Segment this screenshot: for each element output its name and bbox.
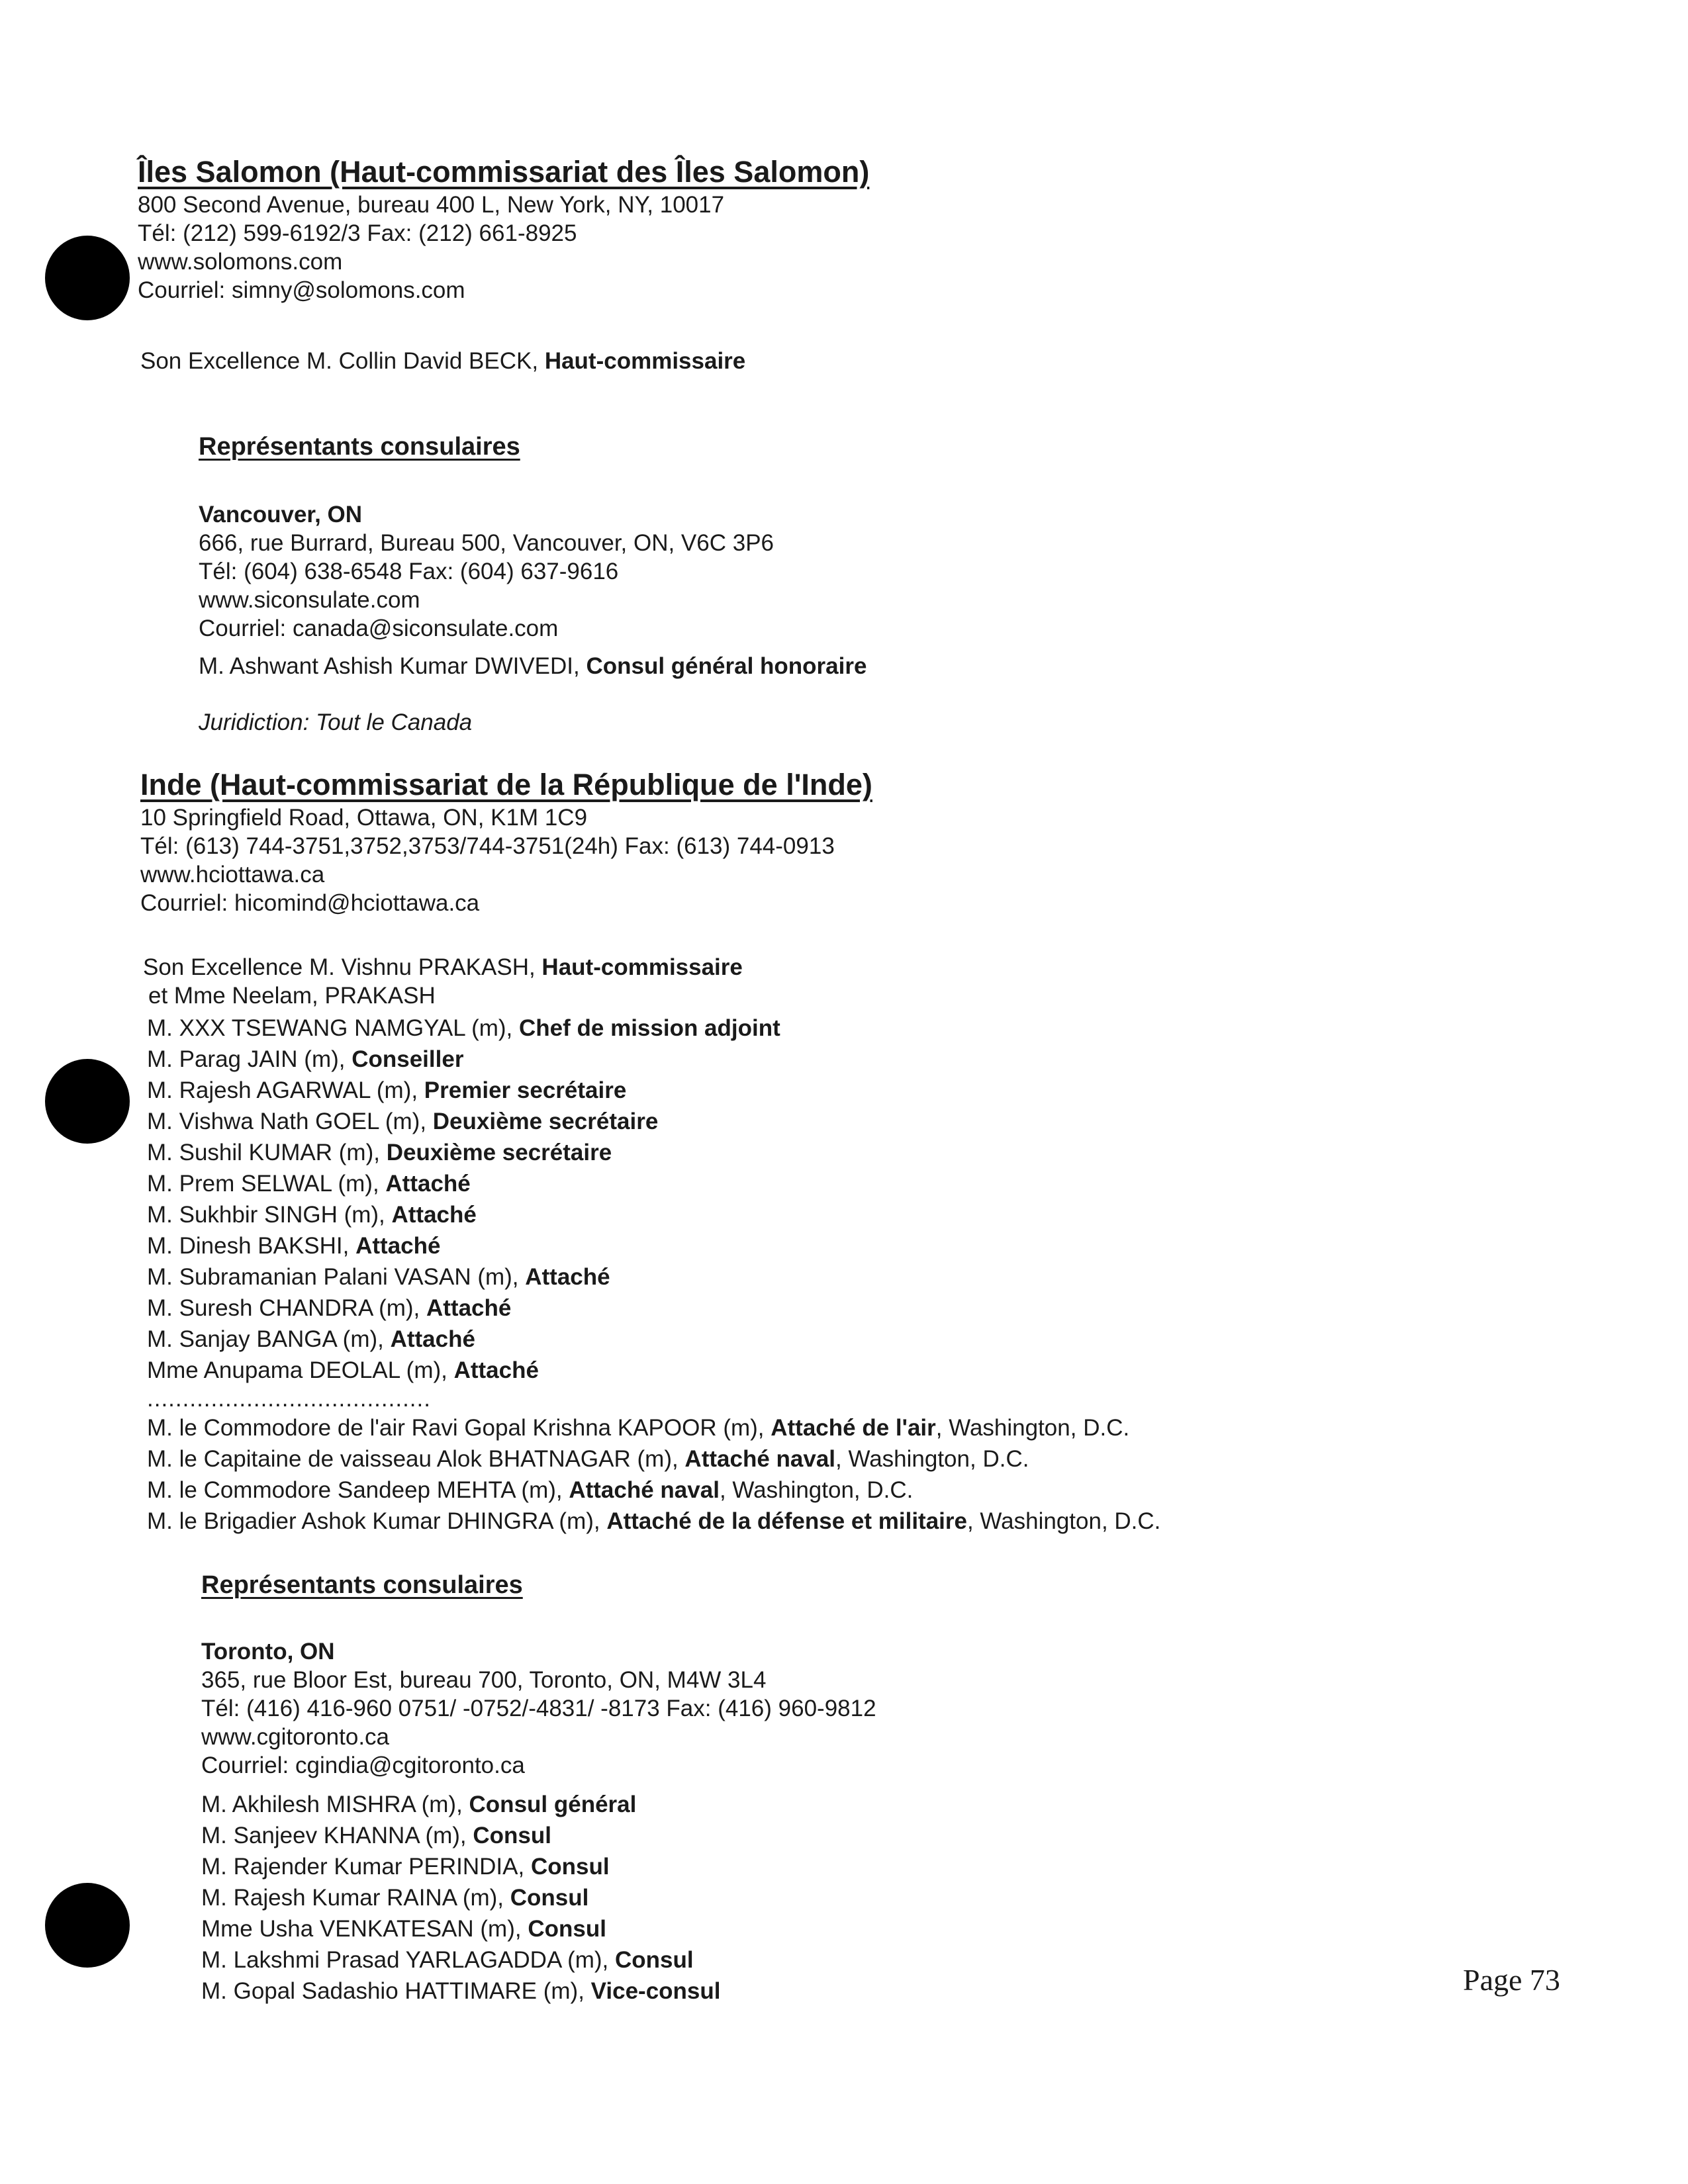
staff-row: [147, 1355, 1160, 1386]
page-number: Page 73: [1463, 1963, 1560, 1997]
staff-row: [147, 1168, 1160, 1199]
staff-row: [147, 1293, 1160, 1324]
staff-title: Deuxième secrétaire: [386, 1140, 612, 1165]
staff-row: [147, 1137, 1160, 1168]
section-solomon-islands: [138, 154, 869, 304]
staff-row: [147, 1013, 1160, 1044]
official-name: M. Ashwant Ashish Kumar DWIVEDI,: [199, 653, 586, 679]
head-of-mission: [140, 347, 745, 375]
military-row: [147, 1506, 1160, 1537]
head-title: Haut-commissaire: [544, 348, 746, 374]
staff-title: Attaché: [385, 1171, 471, 1197]
staff-title: Attaché: [453, 1357, 539, 1383]
consular-heading: Représentants consulaires: [201, 1571, 523, 1599]
official-name: M. Rajender Kumar PERINDIA,: [201, 1854, 531, 1880]
official-name: M. Gopal Sadashio HATTIMARE (m),: [201, 1978, 591, 2004]
website: www.hciottawa.ca: [140, 862, 325, 887]
staff-name: M. Dinesh BAKSHI,: [147, 1233, 356, 1259]
staff-name: M. Sushil KUMAR (m),: [147, 1140, 387, 1165]
website: www.solomons.com: [138, 249, 343, 275]
staff-row: [147, 1324, 1160, 1355]
address: 10 Springfield Road, Ottawa, ON, K1M 1C9: [140, 805, 588, 831]
official-name: M. Sanjeev KHANNA (m),: [201, 1823, 473, 1848]
consulate-vancouver: [199, 500, 867, 737]
staff-name: M. XXX TSEWANG NAMGYAL (m),: [147, 1015, 519, 1041]
staff-name: M. Prem SELWAL (m),: [147, 1171, 386, 1197]
military-name: M. le Commodore de l'air Ravi Gopal Krishna KAPOOR (m),: [147, 1415, 771, 1441]
military-row: [147, 1412, 1160, 1443]
military-location: , Washington, D.C.: [719, 1477, 914, 1503]
staff-list: [147, 1013, 1160, 1537]
consulate-official: [199, 652, 867, 680]
military-title: Attaché naval: [684, 1446, 836, 1472]
military-row: [147, 1475, 1160, 1506]
head-name: Son Excellence M. Collin David BECK,: [140, 348, 545, 374]
official-title: Consul général honoraire: [586, 653, 867, 679]
official-name: M. Akhilesh MISHRA (m),: [201, 1792, 469, 1817]
military-title: Attaché naval: [569, 1477, 720, 1503]
official-row: [201, 1820, 876, 1851]
official-row: [201, 1913, 876, 1944]
phone-fax: Tél: (613) 744-3751,3752,3753/744-3751(24h) Fax: (613) 744-0913: [140, 833, 835, 859]
email: Courriel: hicomind@hciottawa.ca: [140, 890, 480, 916]
consulate-website: www.cgitoronto.ca: [201, 1724, 390, 1750]
consulate-phone-fax: Tél: (416) 416-960 0751/ -0752/-4831/ -8173 Fax: (416) 960-9812: [201, 1696, 876, 1721]
military-row: [147, 1443, 1160, 1475]
staff-row: [147, 1044, 1160, 1075]
staff-name: M. Sukhbir SINGH (m),: [147, 1202, 392, 1228]
official-title: Vice-consul: [590, 1978, 721, 2004]
head-of-mission: [143, 953, 743, 981]
consulate-city: Vancouver, ON: [199, 502, 363, 527]
official-name: M. Rajesh Kumar RAINA (m),: [201, 1885, 510, 1911]
separator: ........................................: [147, 1386, 431, 1412]
official-row: [201, 1789, 876, 1820]
consulate-website: www.siconsulate.com: [199, 587, 420, 613]
consulate-city: Toronto, ON: [201, 1639, 335, 1664]
india-head-of-mission: [143, 953, 743, 1010]
military-name: M. le Brigadier Ashok Kumar DHINGRA (m),: [147, 1508, 607, 1534]
official-title: Consul: [528, 1916, 606, 1942]
staff-name: M. Suresh CHANDRA (m),: [147, 1295, 426, 1321]
consulate-toronto: [201, 1637, 876, 2007]
military-title: Attaché de l'air: [771, 1415, 936, 1441]
section-india: [140, 766, 872, 917]
official-name: Mme Usha VENKATESAN (m),: [201, 1916, 528, 1942]
staff-name: Mme Anupama DEOLAL (m),: [147, 1357, 454, 1383]
official-title: Consul: [473, 1823, 551, 1848]
staff-row: [147, 1075, 1160, 1106]
consulate-email: Courriel: canada@siconsulate.com: [199, 615, 559, 641]
punch-hole-bottom: [45, 1883, 130, 1968]
official-title: Consul: [530, 1854, 610, 1880]
military-location: , Washington, D.C.: [835, 1446, 1029, 1472]
punch-hole-top: [45, 236, 130, 320]
military-name: M. le Capitaine de vaisseau Alok BHATNAGAR (m),: [147, 1446, 685, 1472]
staff-title: Attaché: [426, 1295, 512, 1321]
staff-title: Chef de mission adjoint: [519, 1015, 780, 1041]
staff-title: Attaché: [390, 1326, 475, 1352]
consulate-address: 666, rue Burrard, Bureau 500, Vancouver, ON, V6C 3P6: [199, 530, 774, 556]
official-row: [201, 1976, 876, 2007]
official-row: [201, 1882, 876, 1913]
official-title: Consul: [510, 1885, 589, 1911]
staff-name: M. Sanjay BANGA (m),: [147, 1326, 391, 1352]
staff-name: M. Parag JAIN (m),: [147, 1046, 352, 1072]
staff-title: Attaché: [391, 1202, 477, 1228]
section-title: Îles Salomon (Haut-commissariat des Îles Salomon): [138, 155, 870, 189]
staff-name: M. Subramanian Palani VASAN (m),: [147, 1264, 526, 1290]
spouse: et Mme Neelam, PRAKASH: [148, 983, 436, 1009]
consulate-phone-fax: Tél: (604) 638-6548 Fax: (604) 637-9616: [199, 559, 619, 584]
email: Courriel: simny@solomons.com: [138, 277, 465, 303]
section-title: Inde (Haut-commissariat de la République de l'Inde): [140, 768, 872, 801]
official-row: [201, 1944, 876, 1976]
staff-name: M. Vishwa Nath GOEL (m),: [147, 1109, 433, 1134]
staff-row: [147, 1199, 1160, 1230]
consular-heading: Représentants consulaires: [199, 433, 520, 461]
staff-title: Attaché: [355, 1233, 441, 1259]
military-title: Attaché de la défense et militaire: [606, 1508, 967, 1534]
official-title: Consul: [615, 1947, 694, 1973]
staff-name: M. Rajesh AGARWAL (m),: [147, 1077, 424, 1103]
staff-title: Conseiller: [352, 1046, 464, 1072]
military-location: , Washington, D.C.: [966, 1508, 1161, 1534]
head-name: Son Excellence M. Vishnu PRAKASH,: [143, 954, 542, 980]
punch-hole-middle: [45, 1059, 130, 1144]
staff-title: Attaché: [525, 1264, 610, 1290]
consulate-email: Courriel: cgindia@cgitoronto.ca: [201, 1752, 525, 1778]
head-title: Haut-commissaire: [541, 954, 743, 980]
military-location: , Washington, D.C.: [935, 1415, 1130, 1441]
official-title: Consul général: [469, 1792, 637, 1817]
staff-row: [147, 1230, 1160, 1261]
consulate-officials: [201, 1789, 876, 2007]
phone-fax: Tél: (212) 599-6192/3 Fax: (212) 661-8925: [138, 220, 577, 246]
staff-row: [147, 1261, 1160, 1293]
official-name: M. Lakshmi Prasad YARLAGADDA (m),: [201, 1947, 615, 1973]
jurisdiction: Juridiction: Tout le Canada: [199, 709, 473, 735]
address: 800 Second Avenue, bureau 400 L, New York, NY, 10017: [138, 192, 725, 218]
consulate-address: 365, rue Bloor Est, bureau 700, Toronto, ON, M4W 3L4: [201, 1667, 767, 1693]
staff-row: [147, 1106, 1160, 1137]
military-name: M. le Commodore Sandeep MEHTA (m),: [147, 1477, 569, 1503]
staff-title: Premier secrétaire: [424, 1077, 627, 1103]
official-row: [201, 1851, 876, 1882]
staff-title: Deuxième secrétaire: [432, 1109, 659, 1134]
